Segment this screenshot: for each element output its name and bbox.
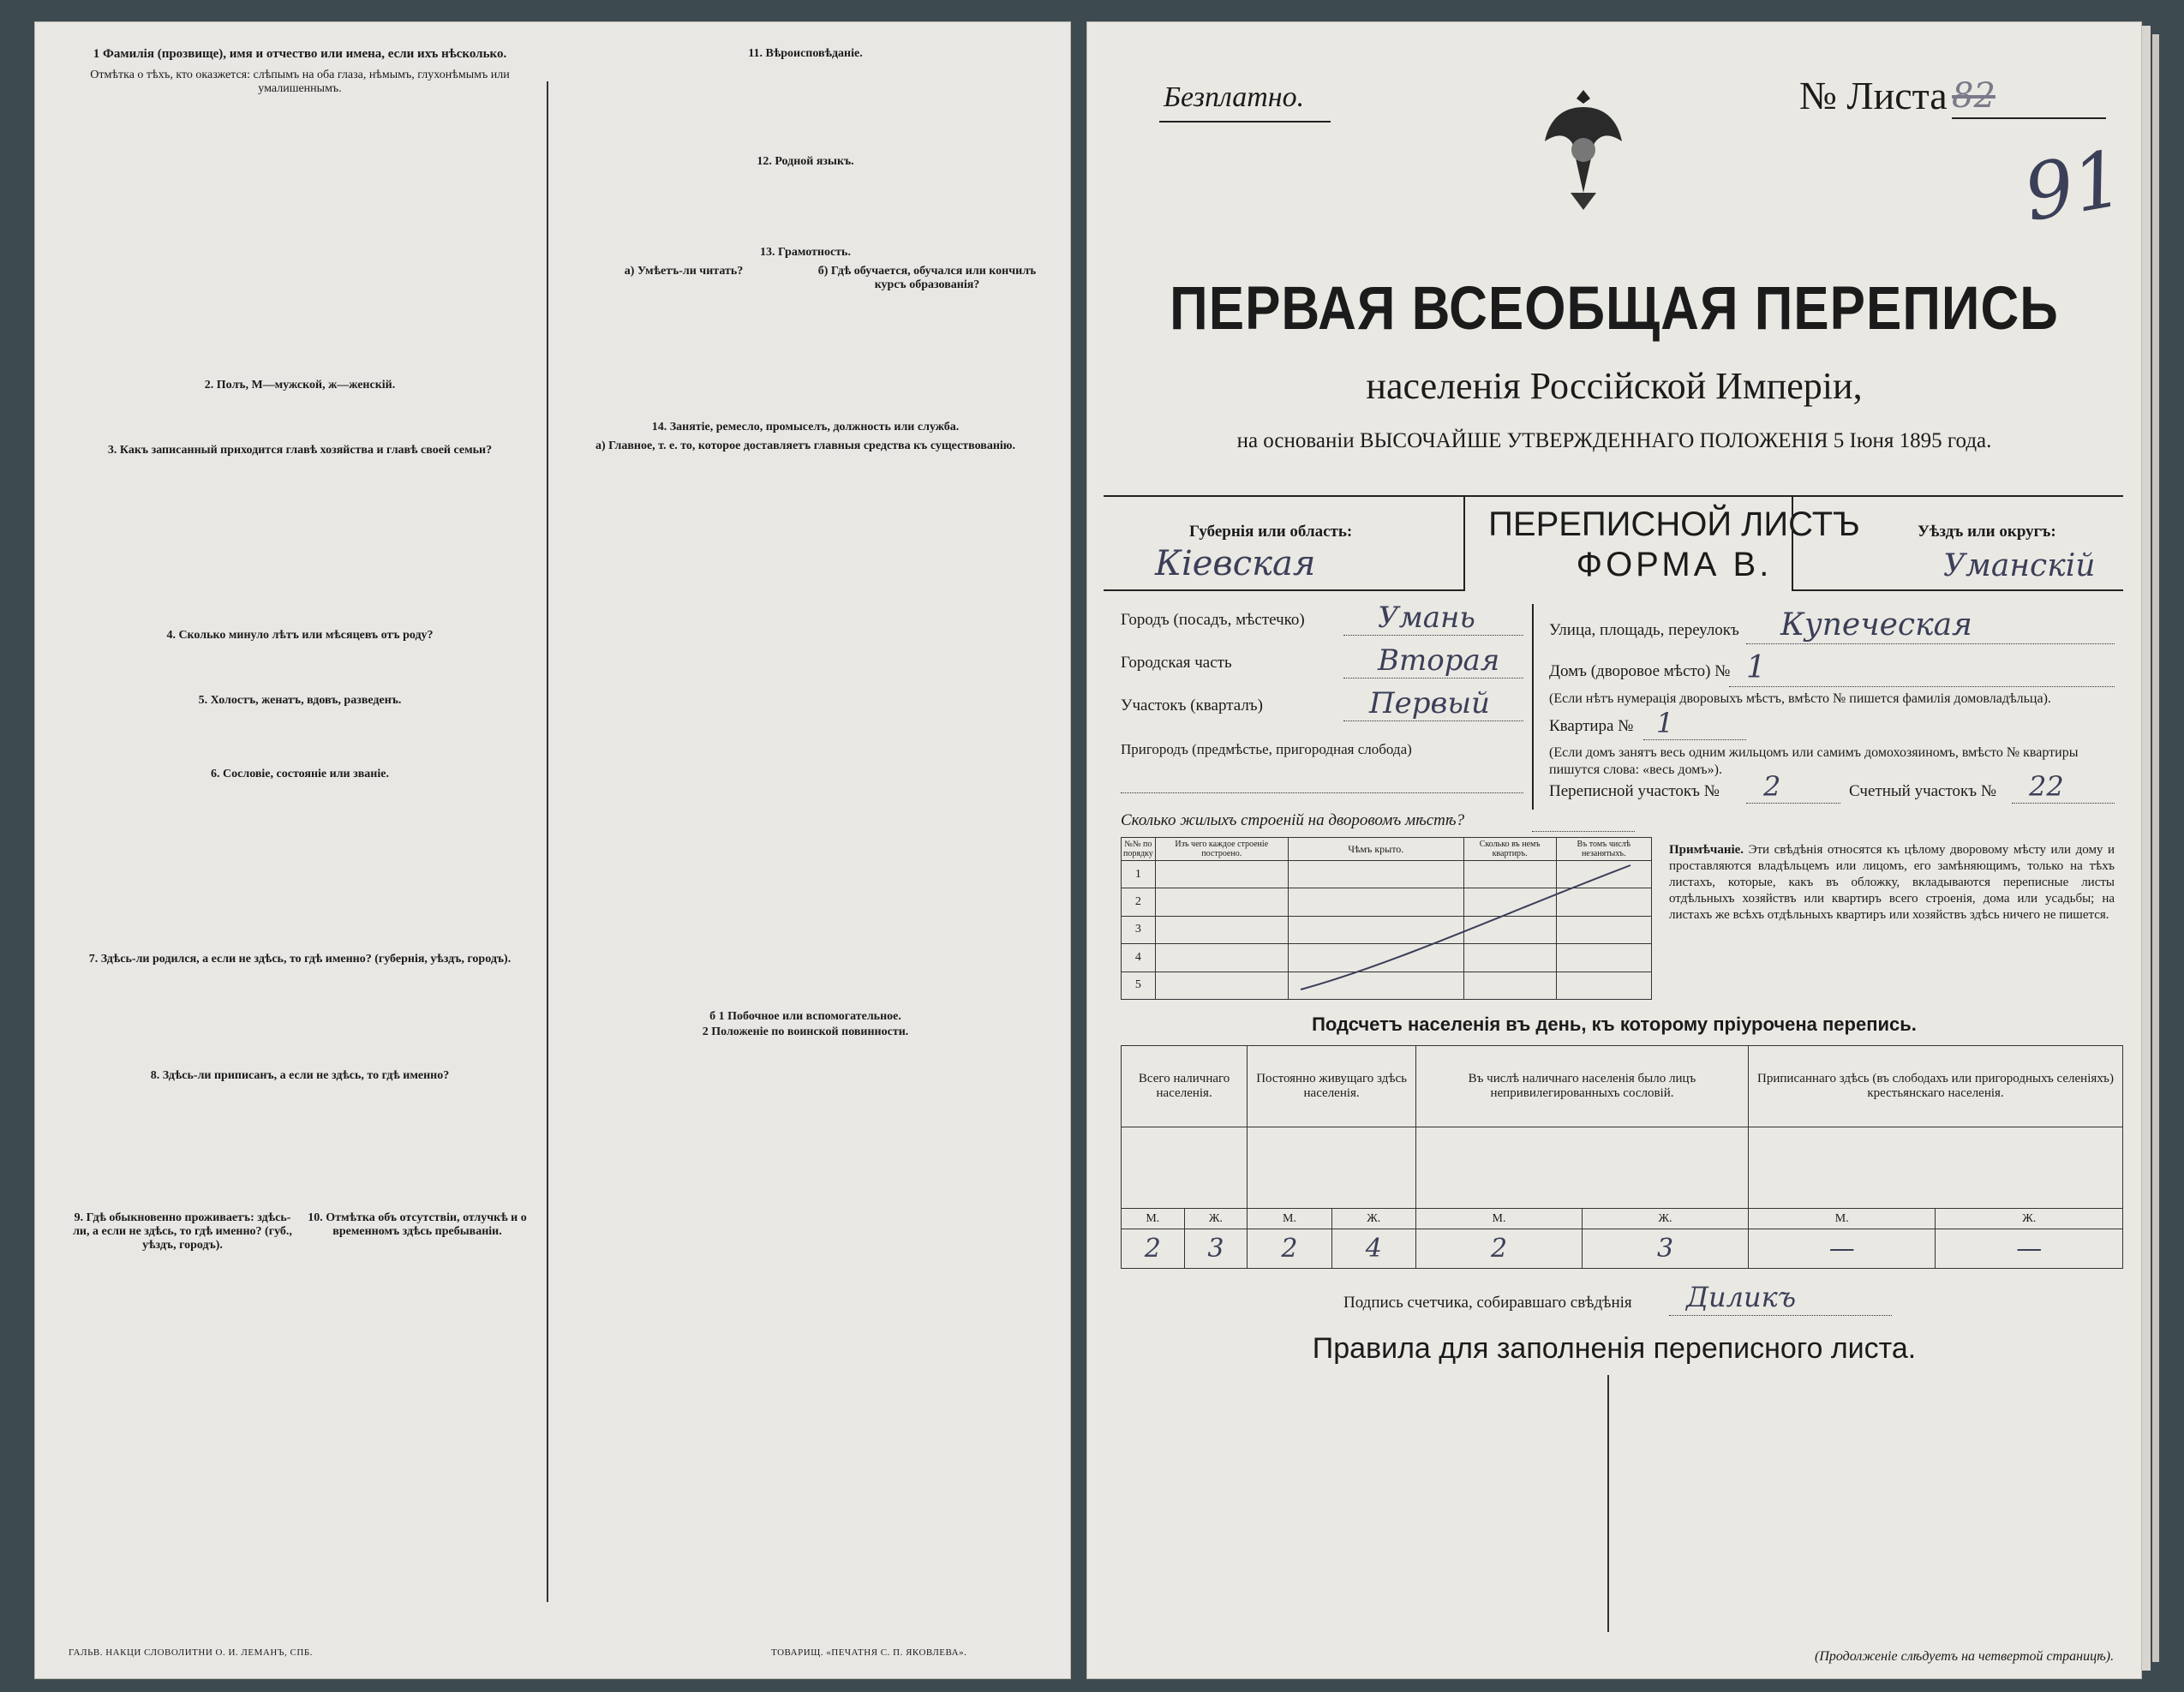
heading-14: 14. Занятіе, ремесло, промыселъ, должность или служба.: [651, 421, 960, 433]
buildings-header-material: Изъ чего каждое строеніе построено.: [1155, 838, 1288, 861]
heading-13b: б) Гдѣ обучается, обучался или кончилъ курсъ образованія?: [817, 265, 1037, 291]
house-note: (Если нѣтъ нумерація дворовыхъ мѣстъ, вмѣсто № пишется фамилія домовладѣльца).: [1549, 691, 2051, 706]
house-underline: [1729, 686, 2115, 687]
footer-right: ТОВАРИЩ. «ПЕЧАТНЯ С. П. ЯКОВЛЕВА».: [771, 1647, 967, 1658]
form-subtitle: ФОРМА В.: [1576, 546, 1773, 583]
heading-13-sub: [565, 265, 1045, 292]
count-header-total: Всего наличнаго населенія.: [1122, 1046, 1248, 1127]
count-plot-label: Счетный участокъ №: [1849, 782, 1996, 800]
buildings-question: Сколько жилыхъ строеній на дворовомъ мѣстѣ?: [1121, 811, 1465, 829]
census-form-page: [1086, 21, 2142, 1679]
city-part-underline: [1343, 678, 1523, 679]
count-value: 2: [1122, 1229, 1185, 1269]
free-label: Безплатно.: [1164, 81, 1305, 113]
city-underline: [1343, 635, 1523, 636]
heading-3: 3. Какъ записанный приходится главѣ хозяйства и главѣ своей семьи?: [107, 444, 493, 457]
sex-label: М.: [1415, 1209, 1582, 1229]
sex-label: Ж.: [1184, 1209, 1248, 1229]
district-label: Участокъ (кварталъ): [1121, 697, 1263, 714]
instructions-column-2: [565, 39, 1045, 1632]
buildings-header-roof: Чѣмъ крыто.: [1288, 838, 1463, 861]
heading-14b2: 2 Положеніе по воинской повинности.: [702, 1025, 909, 1038]
suburb-underline: [1121, 792, 1523, 793]
heading-13a: а) Умѣетъ-ли читать?: [624, 265, 744, 278]
heading-7: 7. Здѣсь-ли родился, а если не здѣсь, то гдѣ именно? (губернія, уѣздъ, городъ).: [88, 953, 512, 966]
apartment-note: (Если домъ занятъ весь одним жильцомъ или самимъ домохозяиномъ, вмѣсто № квартиры пишутся слова: «весь домъ»).: [1549, 745, 2079, 777]
note-title: Примѣчаніе.: [1669, 843, 1744, 857]
count-value: —: [1936, 1229, 2123, 1269]
sex-label: Ж.: [1331, 1209, 1415, 1229]
count-value: 3: [1582, 1229, 1748, 1269]
buildings-table-header: [1122, 838, 1652, 861]
heading-9: 9. Гдѣ обыкновенно проживаетъ: здѣсь-ли, а если не здѣсь, то гдѣ именно? (губ., уѣздъ, городъ).: [73, 1211, 292, 1252]
population-count-title: Подсчетъ населенія въ день, къ которому пріурочена перепись.: [1312, 1013, 1917, 1035]
heading-2: 2. Полъ, М—мужской, ж—женскій.: [204, 379, 396, 392]
buildings-header-no: №№ по порядку: [1122, 838, 1156, 861]
sex-label: Ж.: [1582, 1209, 1748, 1229]
double-headed-eagle-icon: [1536, 81, 1631, 218]
heading-9-10: [69, 1211, 531, 1253]
count-explain-row: [1122, 1127, 2123, 1209]
rules-divider: [1607, 1375, 1609, 1632]
signature-underline: [1669, 1315, 1892, 1316]
count-plot-value: 22: [2029, 770, 2064, 803]
heading-1b: Отмѣтка о тѣхъ, кто оказжется: слѣпымъ на оба глаза, нѣмымъ, глухонѣмымъ или умалишеннымъ.: [90, 69, 510, 95]
count-value: 3: [1184, 1229, 1248, 1269]
row-number: 4: [1122, 944, 1156, 972]
uezd-label: Уѣздъ или округъ:: [1918, 523, 2056, 541]
count-value: 2: [1248, 1229, 1331, 1269]
handwritten-page-number: 91: [2017, 133, 2130, 240]
city-label: Городъ (посадъ, мѣстечко): [1121, 611, 1305, 629]
buildings-header-vacant: Въ томъ числѣ незанятыхъ.: [1556, 838, 1651, 861]
census-plot-underline: [1746, 803, 1840, 804]
street-value: Купеческая: [1780, 607, 1972, 643]
buildings-header-apartments: Сколько въ немъ квартиръ.: [1463, 838, 1556, 861]
row-number: 5: [1122, 972, 1156, 999]
sex-label: М.: [1122, 1209, 1185, 1229]
city-value: Умань: [1378, 601, 1475, 635]
city-part-value: Вторая: [1378, 643, 1500, 678]
form-title: ПЕРЕПИСНОЙ ЛИСТЪ: [1488, 505, 1860, 543]
count-values-row: [1122, 1229, 2123, 1269]
buildings-underline: [1532, 831, 1635, 832]
row-number: 1: [1122, 861, 1156, 888]
sex-label: М.: [1248, 1209, 1331, 1229]
house-value: 1: [1746, 650, 1766, 685]
signature-label: Подпись счетчика, собиравшаго свѣдѣнія: [1343, 1294, 1632, 1312]
gubernia-value: Кіевская: [1155, 544, 1316, 583]
apartment-value: 1: [1656, 707, 1674, 739]
count-header-peasant: Приписаннаго здѣсь (въ слободахъ или пригородныхъ селеніяхъ) крестьянскаго населенія.: [1749, 1046, 2123, 1127]
gubernia-label: Губернія или область:: [1189, 523, 1353, 541]
heading-14b1: б 1 Побочное или вспомогательное.: [709, 1010, 901, 1023]
count-header-permanent: Постоянно живущаго здѣсь населенія.: [1248, 1046, 1416, 1127]
heading-6: 6. Сословіе, состояніе или званіе.: [211, 768, 389, 780]
fields-divider: [1532, 604, 1534, 810]
row-number: 3: [1122, 916, 1156, 943]
count-value: —: [1749, 1229, 1936, 1269]
census-plot-label: Переписной участокъ №: [1549, 782, 1720, 800]
street-underline: [1746, 643, 2115, 644]
apartment-label: Квартира №: [1549, 717, 1634, 735]
continuation-note: (Продолженіе слѣдуетъ на четвертой страницѣ).: [1815, 1649, 2115, 1664]
count-value: 4: [1331, 1229, 1415, 1269]
suburb-label: Пригородъ (предмѣстье, пригородная слобода): [1121, 741, 1412, 757]
sex-row: [1122, 1209, 2123, 1229]
footer-left: ГАЛЬВ. НАКЦИ СЛОВОЛИТНИ О. И. ЛЕМАНЪ, СПБ.: [69, 1647, 313, 1658]
sex-label: М.: [1749, 1209, 1936, 1229]
free-underline: [1159, 121, 1331, 123]
house-label: Домъ (дворовое мѣсто) №: [1549, 662, 1731, 680]
heading-10: 10. Отмѣтка объ отсутствіи, отлучкѣ и о временномъ здѣсь пребываніи.: [308, 1211, 527, 1238]
rules-title: Правила для заполненія переписного листа.: [1312, 1332, 1917, 1365]
uezd-value: Уманскій: [1943, 548, 2096, 583]
heading-4: 4. Сколько минуло лѣтъ или мѣсяцевъ отъ роду?: [166, 629, 434, 642]
page-edge: [2152, 34, 2159, 1662]
sheet-number-value: 82: [1952, 76, 1996, 116]
count-header-row: [1122, 1046, 2123, 1127]
main-title: ПЕРВАЯ ВСЕОБЩАЯ ПЕРЕПИСЬ: [1170, 274, 2059, 344]
instructions-page: [34, 21, 1071, 1679]
census-plot-value: 2: [1763, 770, 1781, 803]
district-value: Первый: [1369, 686, 1490, 720]
city-part-label: Городская часть: [1121, 654, 1232, 672]
count-value: 2: [1415, 1229, 1582, 1269]
page-edge: [2142, 26, 2151, 1671]
title-basis: на основаніи ВЫСОЧАЙШЕ УТВЕРЖДЕННАГО ПОЛОЖЕНІЯ 5 Іюня 1895 года.: [1236, 429, 1992, 452]
strike-through-mark: [1292, 861, 1635, 998]
population-count-table: [1121, 1045, 2123, 1269]
heading-5: 5. Холостъ, женатъ, вдовъ, разведенъ.: [198, 694, 402, 707]
main-subtitle: населенія Россійской Имперіи,: [1366, 365, 1863, 407]
heading-8: 8. Здѣсь-ли приписанъ, а если не здѣсь, то гдѣ именно?: [150, 1069, 450, 1082]
heading-12: 12. Родной языкъ.: [757, 155, 854, 168]
count-header-nonpriv: Въ числѣ наличнаго населенія было лицъ непривилегированныхъ сословій.: [1415, 1046, 1748, 1127]
instructions-column-1: [69, 39, 531, 1632]
sheet-number-label: № Листа: [1799, 74, 1948, 117]
heading-13: 13. Грамотность.: [760, 246, 851, 259]
row-number: 2: [1122, 888, 1156, 916]
column-divider: [547, 81, 548, 1602]
apartment-underline: [1643, 739, 1746, 740]
buildings-note: [1669, 842, 2115, 924]
sex-label: Ж.: [1936, 1209, 2123, 1229]
heading-14a: а) Главное, т. е. то, которое доставляетъ главныя средства къ существованію.: [595, 439, 1015, 452]
heading-11: 11. Вѣроисповѣданіе.: [748, 47, 863, 60]
count-plot-underline: [2012, 803, 2115, 804]
note-text: Эти свѣдѣнія относятся къ цѣлому дворовому мѣсту или дому и проставляются владѣльцемъ или лицомъ, его замѣняющимъ, только на тѣхъ листахъ, которые, какъ въ обложку, вкладываются переписные листы отдѣльныхъ хозяйствъ или квартиръ всего строенія, дома или усадьбы; на листахъ же всѣхъ отдѣльныхъ квартиръ или хозяйствъ здѣсь ничего не пишется.: [1669, 843, 2115, 922]
district-underline: [1343, 720, 1523, 721]
heading-1: 1 Фамилія (прозвище), имя и отчество или имена, если ихъ нѣсколько.: [93, 47, 507, 61]
street-label: Улица, площадь, переулокъ: [1549, 621, 1739, 639]
sheet-number-underline: [1952, 117, 2106, 119]
signature-value: Диликъ: [1686, 1281, 1797, 1313]
